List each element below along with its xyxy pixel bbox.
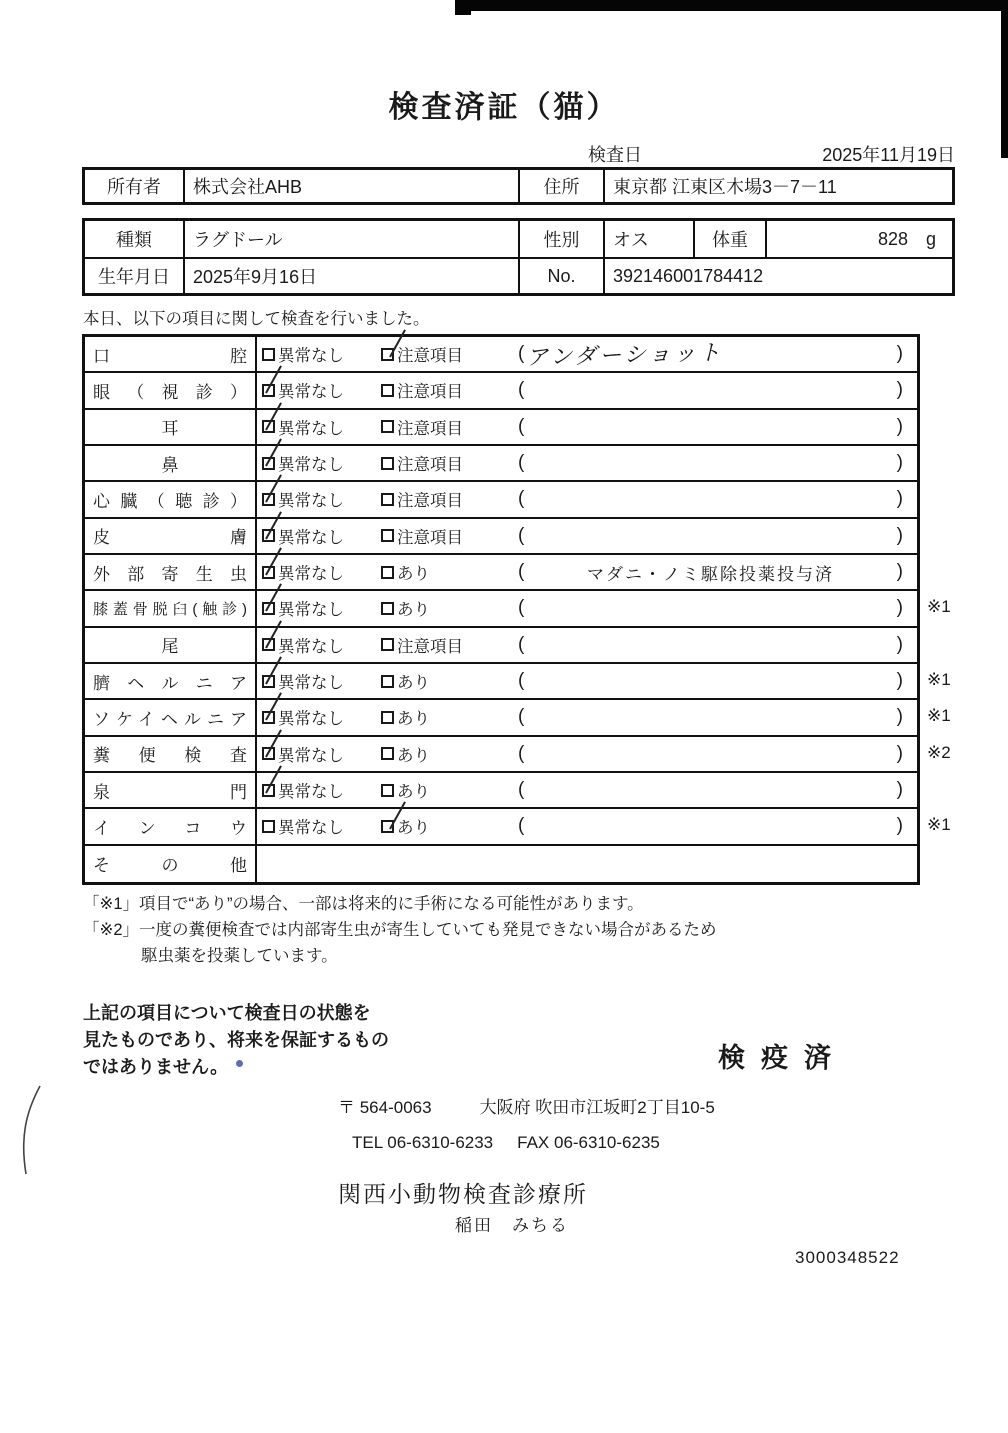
footnotes	[83, 891, 717, 969]
close-paren: )	[896, 561, 903, 583]
checkbox-flagged	[381, 373, 514, 407]
checkbox-box	[381, 566, 394, 579]
checkbox-label: あり	[397, 746, 430, 765]
exam-row-nose	[85, 446, 917, 482]
disclaimer-line: ではありません。	[83, 1057, 229, 1077]
exam-row-body	[257, 700, 917, 734]
remark-parentheses	[518, 779, 903, 801]
inspection-date-label: 検査日	[588, 145, 642, 165]
disclaimer	[83, 1000, 389, 1081]
checkbox-box	[381, 711, 394, 724]
intro-text: 本日、以下の項目に関して検査を行いました。	[83, 310, 430, 328]
inspection-date-value: 2025年11月19日	[822, 145, 955, 165]
checkbox-box	[262, 602, 275, 615]
checkbox-box	[381, 820, 394, 833]
checkbox-box	[381, 529, 394, 542]
checkbox-label: あり	[397, 783, 430, 802]
exam-item-cell	[85, 337, 257, 371]
checkbox-label: 異常なし	[278, 383, 344, 402]
checkbox-box	[381, 348, 394, 361]
checkbox-box	[262, 784, 275, 797]
quarantine-stamp-text: 検疫済	[718, 1043, 847, 1073]
weight-unit: g	[925, 228, 936, 249]
open-paren: (	[518, 597, 525, 619]
footnote-2: 「※2」一度の糞便検査では内部寄生虫が寄生していても発見できない場合があるため	[83, 921, 717, 939]
owner-label: 所有者	[107, 177, 161, 197]
checkbox-normal	[257, 519, 381, 553]
footnote-ref: ※2	[927, 742, 951, 762]
clinic-address: 大阪府 吹田市江坂町2丁目10-5	[479, 1098, 715, 1117]
owner-value: 株式会社AHB	[183, 170, 518, 202]
exam-item-cell	[85, 700, 257, 734]
checkbox-box	[262, 638, 275, 651]
exam-row-external-parasites	[85, 555, 917, 591]
checkbox-normal	[257, 809, 381, 843]
checkbox-flagged	[381, 519, 514, 553]
close-paren: )	[896, 379, 903, 401]
sex-value: オス	[603, 221, 693, 257]
checkbox-box	[381, 420, 394, 433]
exam-item-cell	[85, 773, 257, 807]
clinic-name: 関西小動物検査診療所	[338, 1181, 588, 1207]
checkbox-box	[262, 747, 275, 760]
open-paren: (	[518, 633, 525, 655]
close-paren: )	[896, 488, 903, 510]
remark-parentheses	[518, 379, 903, 401]
remark-parentheses	[518, 815, 903, 837]
exam-row-fontanelle	[85, 773, 917, 809]
checkbox-flagged	[381, 446, 514, 480]
checkbox-box	[262, 820, 275, 833]
footnote-ref: ※1	[927, 815, 951, 835]
checkbox-label: 注意項目	[397, 456, 463, 475]
checkbox-normal	[257, 737, 381, 771]
checkbox-normal	[257, 410, 381, 444]
checkbox-box	[262, 457, 275, 470]
remark-parentheses	[518, 416, 903, 438]
checkbox-box	[262, 529, 275, 542]
exam-table	[82, 334, 951, 885]
weight-value: 828	[877, 228, 908, 249]
checkbox-normal	[257, 700, 381, 734]
checkbox-flagged	[381, 628, 514, 662]
checkbox-flagged	[381, 809, 514, 843]
owner-table	[82, 167, 955, 205]
exam-item-cell	[85, 737, 257, 771]
exam-row-eyes	[85, 373, 917, 409]
exam-item-label: 口腔	[93, 346, 247, 366]
animal-table	[82, 218, 955, 296]
open-paren: (	[518, 706, 525, 728]
checkbox-flagged	[381, 664, 514, 698]
exam-item-label: 皮膚	[93, 528, 247, 548]
checkbox-label: あり	[397, 565, 430, 584]
exam-row-cryptorchidism	[85, 809, 951, 845]
exam-row-patellar-luxation	[85, 591, 951, 627]
checkbox-normal	[257, 773, 381, 807]
exam-row-other	[85, 846, 917, 882]
exam-row-body	[257, 664, 917, 698]
open-paren: (	[518, 670, 525, 692]
checkbox-box	[262, 348, 275, 361]
checkbox-label: 異常なし	[278, 347, 344, 366]
exam-row-fecal-exam	[85, 737, 951, 773]
open-paren: (	[518, 343, 525, 365]
checkbox-label: 異常なし	[278, 674, 344, 693]
exam-item-label: 眼（視診）	[93, 382, 247, 402]
exam-row-body	[257, 628, 917, 662]
exam-item-label: 耳	[161, 419, 179, 439]
exam-item-cell	[85, 846, 257, 882]
remark-text: アンダーショット	[526, 339, 725, 370]
checkbox-label: 異常なし	[278, 456, 344, 475]
checkbox-box	[262, 675, 275, 688]
checkbox-box	[381, 384, 394, 397]
footnote-2-continued: 駆虫薬を投薬しています。	[141, 947, 338, 965]
open-paren: (	[518, 561, 525, 583]
exam-row-body	[257, 337, 917, 371]
breed-value: ラグドール	[183, 221, 518, 257]
exam-item-cell	[85, 519, 257, 553]
checkbox-box	[381, 638, 394, 651]
remark-parentheses	[518, 743, 903, 765]
exam-item-label: 尾	[161, 637, 179, 657]
no-value: 392146001784412	[603, 257, 952, 293]
exam-row-body	[257, 737, 917, 771]
checkbox-label: 異常なし	[278, 637, 344, 656]
exam-item-cell	[85, 809, 257, 843]
close-paren: )	[896, 452, 903, 474]
open-paren: (	[518, 488, 525, 510]
remark-parentheses	[518, 560, 903, 585]
open-paren: (	[518, 379, 525, 401]
exam-item-label: 糞便検査	[93, 746, 247, 766]
checkbox-box	[381, 784, 394, 797]
exam-row-ears	[85, 410, 917, 446]
checkbox-normal	[257, 555, 381, 589]
checkbox-box	[262, 384, 275, 397]
checkbox-normal	[257, 446, 381, 480]
checkbox-flagged	[381, 555, 514, 589]
sex-label: 性別	[518, 221, 603, 257]
remark-parentheses	[518, 339, 903, 370]
exam-item-label: その他	[93, 856, 247, 876]
checkbox-normal	[257, 591, 381, 625]
checkbox-label: 異常なし	[278, 783, 344, 802]
footnote-ref: ※1	[927, 669, 951, 689]
exam-item-label: 泉門	[93, 782, 247, 802]
open-paren: (	[518, 415, 525, 437]
checkbox-label: 異常なし	[278, 710, 344, 729]
exam-item-label: 心臓（聴診）	[93, 491, 247, 511]
exam-row-body	[257, 591, 917, 625]
close-paren: )	[896, 779, 903, 801]
checkbox-label: 注意項目	[397, 637, 463, 656]
checkbox-label: 注意項目	[397, 528, 463, 547]
footnote-1: 「※1」項目で“あり”の場合、一部は将来的に手術になる可能性があります。	[83, 895, 644, 913]
exam-item-label: 膝蓋骨脱臼(触診)	[93, 600, 247, 618]
checkbox-box	[262, 493, 275, 506]
remark-parentheses	[518, 670, 903, 692]
close-paren: )	[896, 742, 903, 764]
weight-value-cell	[765, 221, 952, 257]
checkbox-box	[262, 420, 275, 433]
clinic-address-row	[338, 1093, 715, 1118]
checkbox-normal	[257, 337, 381, 371]
exam-row-inguinal-hernia	[85, 700, 951, 736]
exam-row-oral-cavity	[85, 337, 917, 373]
pen-stroke-artifact	[10, 1082, 52, 1178]
disclaimer-line: 見たものであり、将来を保証するもの	[83, 1030, 389, 1050]
exam-row-body	[257, 846, 917, 882]
address-value: 東京都 江東区木場3－7－11	[603, 170, 952, 202]
exam-row-tail	[85, 628, 917, 664]
disclaimer-line: 上記の項目について検査日の状態を	[83, 1003, 371, 1023]
checkbox-normal	[257, 664, 381, 698]
footnote-ref: ※1	[927, 706, 951, 726]
open-paren: (	[518, 815, 525, 837]
exam-item-cell	[85, 628, 257, 662]
open-paren: (	[518, 452, 525, 474]
exam-item-cell	[85, 482, 257, 516]
checkbox-label: 注意項目	[397, 492, 463, 511]
checkbox-flagged	[381, 700, 514, 734]
checkbox-label: 注意項目	[397, 383, 463, 402]
close-paren: )	[896, 670, 903, 692]
clinic-postal-code: 〒 564-0063	[338, 1098, 432, 1117]
close-paren: )	[896, 633, 903, 655]
checkbox-flagged	[381, 737, 514, 771]
exam-item-cell	[85, 373, 257, 407]
veterinarian-name: 稲田 みちる	[455, 1216, 569, 1235]
checkbox-flagged	[381, 591, 514, 625]
exam-item-label: ソケイヘルニア	[93, 709, 247, 729]
exam-item-cell	[85, 555, 257, 589]
checkbox-label: 異常なし	[278, 746, 344, 765]
exam-row-umbilical-hernia	[85, 664, 951, 700]
remark-parentheses	[518, 706, 903, 728]
checkbox-label: 異常なし	[278, 419, 344, 438]
checkbox-box	[381, 675, 394, 688]
open-paren: (	[518, 742, 525, 764]
serial-number: 3000348522	[795, 1248, 900, 1267]
checkbox-flagged	[381, 410, 514, 444]
inspection-date-row	[588, 141, 955, 167]
exam-row-heart	[85, 482, 917, 518]
checkbox-box	[262, 711, 275, 724]
scan-artifact-right-bar	[1001, 0, 1008, 158]
checkbox-normal	[257, 482, 381, 516]
exam-item-label: 鼻	[161, 455, 179, 475]
remark-parentheses	[518, 488, 903, 510]
close-paren: )	[896, 524, 903, 546]
close-paren: )	[896, 815, 903, 837]
exam-row-skin	[85, 519, 917, 555]
breed-label: 種類	[116, 230, 152, 250]
exam-item-label: 臍ヘルニア	[93, 673, 247, 693]
open-paren: (	[518, 779, 525, 801]
exam-item-cell	[85, 664, 257, 698]
checkbox-label: あり	[397, 601, 430, 620]
checkbox-normal	[257, 628, 381, 662]
exam-item-cell	[85, 446, 257, 480]
weight-label: 体重	[693, 221, 765, 257]
checkbox-label: あり	[397, 674, 430, 693]
checkbox-label: 異常なし	[278, 492, 344, 511]
birth-value: 2025年9月16日	[183, 257, 518, 293]
remark-text: マダニ・ノミ駆除投薬投与済	[587, 564, 834, 584]
checkbox-box	[381, 457, 394, 470]
address-label: 住所	[518, 170, 603, 202]
footnote-ref: ※1	[927, 597, 951, 617]
close-paren: )	[896, 706, 903, 728]
no-label: No.	[518, 257, 603, 293]
exam-item-label: インコウ	[93, 818, 247, 838]
scan-artifact-top-bar	[455, 0, 1008, 11]
birth-label: 生年月日	[85, 257, 183, 293]
close-paren: )	[896, 415, 903, 437]
exam-row-body	[257, 410, 917, 444]
checkbox-flagged	[381, 337, 514, 371]
checkbox-label: あり	[397, 710, 430, 729]
checkbox-label: 異常なし	[278, 528, 344, 547]
remark-parentheses	[518, 525, 903, 547]
close-paren: )	[896, 597, 903, 619]
exam-row-body	[257, 482, 917, 516]
checkbox-flagged	[381, 773, 514, 807]
exam-item-cell	[85, 591, 257, 625]
open-paren: (	[518, 524, 525, 546]
exam-row-body	[257, 373, 917, 407]
remark-parentheses	[518, 597, 903, 619]
checkbox-flagged	[381, 482, 514, 516]
checkbox-box	[381, 493, 394, 506]
exam-row-body	[257, 519, 917, 553]
remark-parentheses	[518, 634, 903, 656]
document-title: 検査済証（猫）	[388, 91, 620, 124]
close-paren: )	[896, 343, 903, 365]
checkbox-normal	[257, 373, 381, 407]
remark-parentheses	[518, 452, 903, 474]
exam-row-body	[257, 809, 917, 843]
checkbox-box	[381, 602, 394, 615]
clinic-fax: FAX 06-6310-6235	[517, 1133, 660, 1152]
exam-row-body	[257, 773, 917, 807]
checkbox-label: 注意項目	[397, 347, 463, 366]
checkbox-box	[381, 747, 394, 760]
clinic-contact-row	[352, 1133, 660, 1153]
exam-item-cell	[85, 410, 257, 444]
checkbox-label: 注意項目	[397, 419, 463, 438]
scan-artifact-top-nub	[455, 0, 471, 15]
checkbox-box	[262, 566, 275, 579]
checkbox-label: 異常なし	[278, 819, 344, 838]
exam-item-label: 外部寄生虫	[93, 564, 247, 584]
exam-row-body	[257, 446, 917, 480]
checkbox-label: 異常なし	[278, 565, 344, 584]
checkbox-label: あり	[397, 819, 430, 838]
checkbox-label: 異常なし	[278, 601, 344, 620]
exam-row-body	[257, 555, 917, 589]
clinic-tel: TEL 06-6310-6233	[352, 1133, 494, 1152]
